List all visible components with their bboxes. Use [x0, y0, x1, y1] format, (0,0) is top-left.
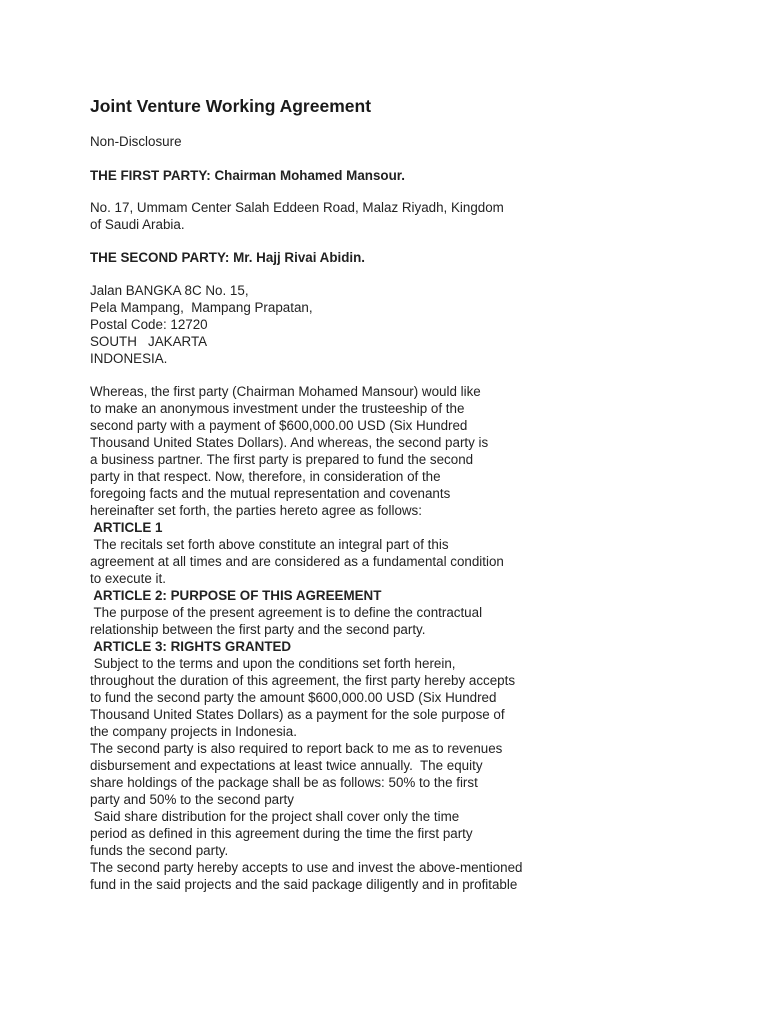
recitals-line: to make an anonymous investment under the trusteeship of the: [90, 401, 465, 416]
article-2-line: relationship between the first party and the second party.: [90, 622, 426, 637]
article-3-line: the company projects in Indonesia.: [90, 724, 297, 739]
article-1-heading: ARTICLE 1: [90, 520, 163, 535]
first-party-address-line: No. 17, Ummam Center Salah Eddeen Road, Malaz Riyadh, Kingdom: [90, 200, 504, 215]
article-3-line: The second party is also required to report back to me as to revenues: [90, 741, 503, 756]
document-subtitle: Non-Disclosure: [90, 134, 182, 149]
page-title: Joint Venture Working Agreement: [90, 96, 372, 116]
recitals-line: Whereas, the first party (Chairman Mohamed Mansour) would like: [90, 384, 481, 399]
second-party-address-line: Jalan BANGKA 8C No. 15,: [90, 283, 249, 298]
article-3-line: disbursement and expectations at least twice annually. The equity: [90, 758, 483, 773]
article-2-line: The purpose of the present agreement is to define the contractual: [90, 605, 483, 620]
article-1-line: agreement at all times and are considered as a fundamental condition: [90, 554, 504, 569]
article-3-line: share holdings of the package shall be as follows: 50% to the first: [90, 775, 478, 790]
article-3-line: fund in the said projects and the said package diligently and in profitable: [90, 877, 518, 892]
first-party-address-line: of Saudi Arabia.: [90, 217, 185, 232]
article-3-line: funds the second party.: [90, 843, 229, 858]
article-3-line: The second party hereby accepts to use and invest the above-mentioned: [90, 860, 523, 875]
recitals-line: party in that respect. Now, therefore, in consideration of the: [90, 469, 441, 484]
article-2-heading: ARTICLE 2: PURPOSE OF THIS AGREEMENT: [90, 588, 382, 603]
second-party-address-line: INDONESIA.: [90, 351, 168, 366]
article-3-line: party and 50% to the second party: [90, 792, 294, 807]
article-3-line: to fund the second party the amount $600,000.00 USD (Six Hundred: [90, 690, 497, 705]
first-party-heading: THE FIRST PARTY: Chairman Mohamed Mansour.: [90, 168, 405, 183]
recitals-line: second party with a payment of $600,000.00 USD (Six Hundred: [90, 418, 468, 433]
recitals-line: hereinafter set forth, the parties hereto agree as follows:: [90, 503, 422, 518]
article-3-line: period as defined in this agreement during the time the first party: [90, 826, 473, 841]
article-1-line: The recitals set forth above constitute an integral part of this: [90, 537, 449, 552]
article-3-line: Subject to the terms and upon the conditions set forth herein,: [90, 656, 456, 671]
second-party-address-line: Postal Code: 12720: [90, 317, 208, 332]
recitals-line: a business partner. The first party is prepared to fund the second: [90, 452, 474, 467]
second-party-address-line: Pela Mampang, Mampang Prapatan,: [90, 300, 313, 315]
recitals-line: Thousand United States Dollars). And whereas, the second party is: [90, 435, 489, 450]
article-1-line: to execute it.: [90, 571, 166, 586]
article-3-heading: ARTICLE 3: RIGHTS GRANTED: [90, 639, 292, 654]
second-party-address-line: SOUTH JAKARTA: [90, 334, 208, 349]
recitals-line: foregoing facts and the mutual representation and covenants: [90, 486, 451, 501]
second-party-heading: THE SECOND PARTY: Mr. Hajj Rivai Abidin.: [90, 250, 366, 265]
article-3-line: throughout the duration of this agreement, the first party hereby accepts: [90, 673, 516, 688]
article-3-line: Thousand United States Dollars) as a payment for the sole purpose of: [90, 707, 505, 722]
article-3-line: Said share distribution for the project shall cover only the time: [90, 809, 460, 824]
